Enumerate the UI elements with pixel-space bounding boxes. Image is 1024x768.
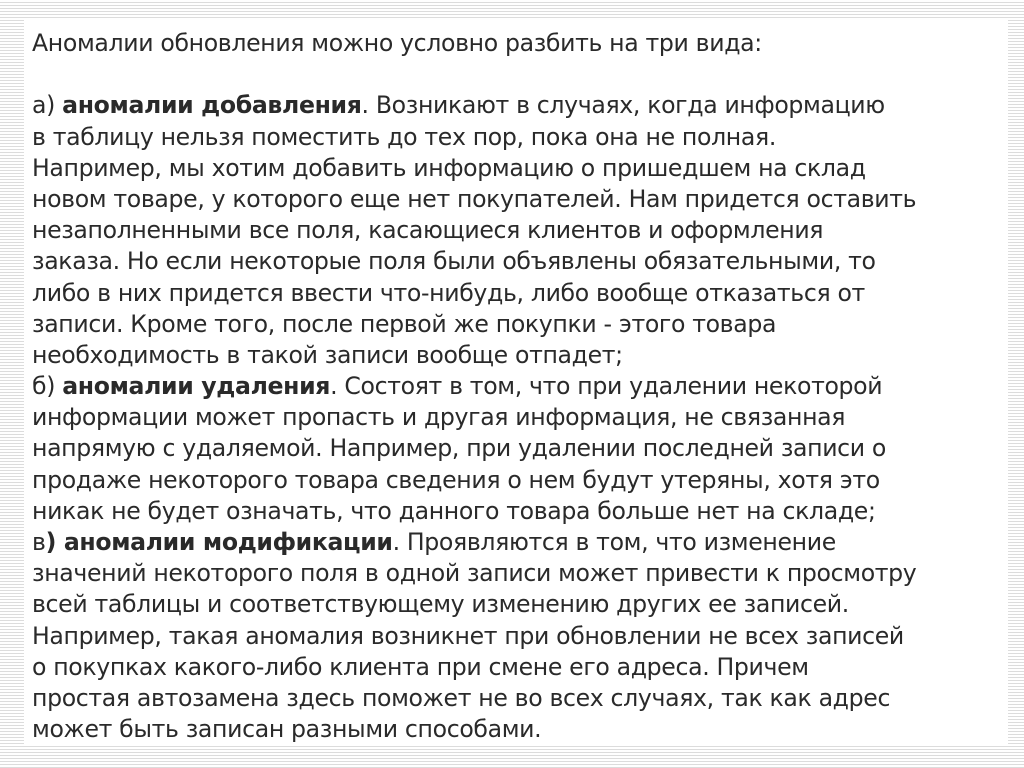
section-a-line-4: незаполненными все поля, касающиеся клиентов и оформления — [32, 216, 824, 245]
section-a-line-5: заказа. Но если некоторые поля были объявлены обязательными, то — [32, 247, 876, 276]
section-a-term: аномалии добавления — [62, 91, 362, 120]
section-c-line-2: всей таблицы и соответствующему изменению других ее записей. — [32, 590, 849, 619]
section-b-line-1: информации может пропасть и другая информация, не связанная — [32, 403, 846, 432]
section-b-first-line — [32, 371, 1008, 402]
slide — [24, 20, 1008, 746]
section-c-prefix: в — [32, 528, 46, 556]
slide-text — [32, 28, 1008, 745]
section-b-prefix: б) — [32, 372, 63, 401]
blank-line — [32, 59, 1008, 90]
section-a-line-3: новом товаре, у которого еще нет покупателей. Нам придется оставить — [32, 184, 917, 213]
section-a-line-8: необходимость в такой записи вообще отпадет; — [32, 340, 623, 369]
section-a-line-0: . Возникают в случаях, когда информацию — [361, 91, 885, 120]
section-a-line-2: Например, мы хотим добавить информацию о пришедшем на склад — [32, 153, 866, 182]
section-c-line-0: . Проявляются в том, что изменение — [392, 528, 836, 556]
section-a-prefix: а) — [32, 91, 63, 120]
section-b-line-4: никак не будет означать, что данного товара больше нет на складе; — [32, 496, 876, 525]
section-a-line-1: в таблицу нельзя поместить до тех пор, пока она не полная. — [32, 122, 776, 151]
section-c-line-1: значений некоторого поля в одной записи может привести к просмотру — [32, 559, 917, 588]
section-b-line-3: продаже некоторого товара сведения о нем будут утеряны, хотя это — [32, 465, 880, 494]
section-c-line-6: может быть записан разными способами. — [32, 715, 542, 744]
section-c-first-line — [32, 527, 1008, 558]
section-a-line-7: записи. Кроме того, после первой же покупки - этого товара — [32, 309, 777, 338]
section-a-first-line — [32, 90, 1008, 121]
intro-line: Аномалии обновления можно условно разбить на три вида: — [32, 29, 762, 57]
section-c-line-3: Например, такая аномалия возникнет при обновлении не всех записей — [32, 621, 904, 650]
section-a-line-6: либо в них придется ввести что-нибудь, либо вообще отказаться от — [32, 278, 865, 307]
section-c-term: ) аномалии модификации — [45, 528, 393, 556]
section-b-line-2: напрямую с удаляемой. Например, при удалении последней записи о — [32, 434, 887, 463]
section-c-line-4: о покупках какого-либо клиента при смене его адреса. Причем — [32, 652, 809, 681]
section-b-line-0: . Состоят в том, что при удалении некоторой — [330, 372, 883, 401]
section-b-term: аномалии удаления — [62, 372, 331, 401]
section-c-line-5: простая автозамена здесь поможет не во всех случаях, так как адрес — [32, 683, 891, 712]
